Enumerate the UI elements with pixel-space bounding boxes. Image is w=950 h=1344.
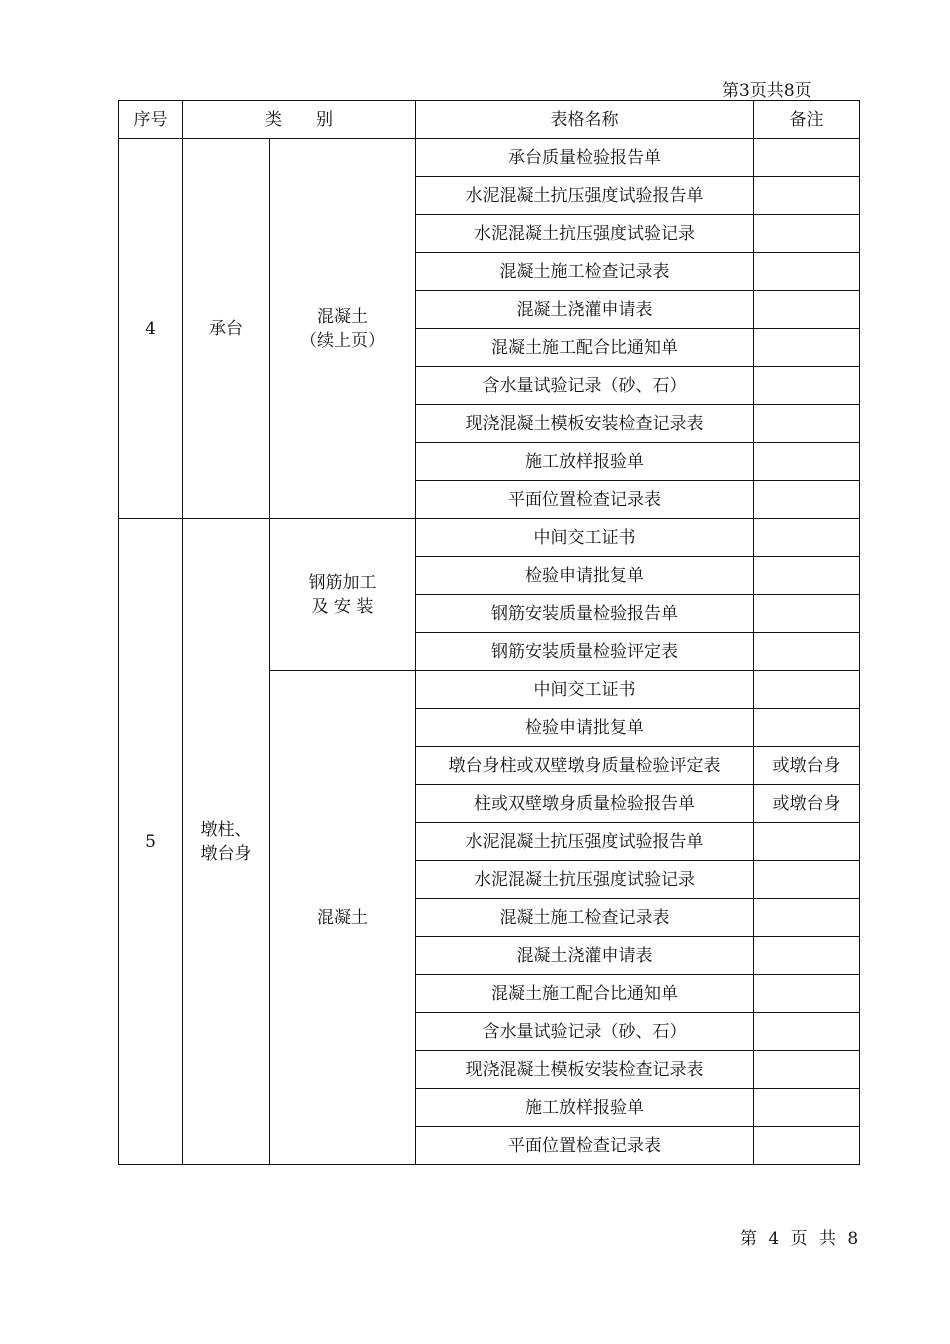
remarks-cell xyxy=(754,975,860,1013)
page-indicator-bottom: 第 4 页 共 8 xyxy=(740,1229,859,1249)
form-name-cell: 柱或双壁墩身质量检验报告单 xyxy=(416,785,754,823)
section-item xyxy=(183,519,270,1165)
section-item xyxy=(183,139,270,519)
header-remarks: 备注 xyxy=(754,101,860,139)
remarks-cell: 或墩台身 xyxy=(754,747,860,785)
form-name-cell: 混凝土施工检查记录表 xyxy=(416,899,754,937)
form-name-cell: 中间交工证书 xyxy=(416,671,754,709)
remarks-cell xyxy=(754,405,860,443)
remarks-cell xyxy=(754,709,860,747)
subcategory-line: 混凝土 xyxy=(317,306,368,327)
form-name-cell: 现浇混凝土模板安装检查记录表 xyxy=(416,1051,754,1089)
subcategory-line: 及 安 装 xyxy=(311,596,374,617)
remarks-cell xyxy=(754,177,860,215)
remarks-cell xyxy=(754,481,860,519)
remarks-cell xyxy=(754,519,860,557)
remarks-cell xyxy=(754,291,860,329)
form-name-cell: 混凝土浇灌申请表 xyxy=(416,937,754,975)
form-name-cell: 钢筋安装质量检验报告单 xyxy=(416,595,754,633)
form-name-cell: 施工放样报验单 xyxy=(416,443,754,481)
form-name-cell: 水泥混凝土抗压强度试验记录 xyxy=(416,215,754,253)
remarks-cell xyxy=(754,215,860,253)
remarks-cell xyxy=(754,1051,860,1089)
form-name-cell: 混凝土施工配合比通知单 xyxy=(416,329,754,367)
form-name-cell: 含水量试验记录（砂、石） xyxy=(416,1013,754,1051)
section-item-label: 承台 xyxy=(209,318,243,339)
remarks-cell xyxy=(754,1127,860,1165)
form-name-cell: 承台质量检验报告单 xyxy=(416,139,754,177)
header-category: 类 别 xyxy=(183,101,416,139)
remarks-cell xyxy=(754,329,860,367)
remarks-cell xyxy=(754,937,860,975)
form-name-cell: 中间交工证书 xyxy=(416,519,754,557)
page-indicator-top: 第3页共8页 xyxy=(722,81,812,101)
remarks-cell xyxy=(754,367,860,405)
remarks-cell: 或墩台身 xyxy=(754,785,860,823)
form-name-cell: 混凝土施工检查记录表 xyxy=(416,253,754,291)
section-item-line: 墩台身 xyxy=(200,843,252,864)
form-name-cell: 混凝土施工配合比通知单 xyxy=(416,975,754,1013)
section-seq: 4 xyxy=(119,139,183,519)
subcategory-line: （续上页） xyxy=(300,330,385,351)
remarks-cell xyxy=(754,671,860,709)
header-seq: 序号 xyxy=(119,101,183,139)
document-table xyxy=(118,100,860,1165)
table-row xyxy=(119,139,860,177)
form-name-cell: 含水量试验记录（砂、石） xyxy=(416,367,754,405)
form-name-cell: 平面位置检查记录表 xyxy=(416,1127,754,1165)
table-row xyxy=(119,519,860,557)
form-name-cell: 水泥混凝土抗压强度试验记录 xyxy=(416,861,754,899)
form-name-cell: 墩台身柱或双壁墩身质量检验评定表 xyxy=(416,747,754,785)
form-name-cell: 检验申请批复单 xyxy=(416,709,754,747)
form-name-cell: 水泥混凝土抗压强度试验报告单 xyxy=(416,823,754,861)
remarks-cell xyxy=(754,823,860,861)
remarks-cell xyxy=(754,443,860,481)
subcategory-cell xyxy=(270,519,416,671)
remarks-cell xyxy=(754,899,860,937)
section-item-line: 墩柱、 xyxy=(200,819,252,840)
remarks-cell xyxy=(754,1089,860,1127)
table-header-row xyxy=(119,101,860,139)
form-name-cell: 检验申请批复单 xyxy=(416,557,754,595)
subcategory-line: 钢筋加工 xyxy=(308,572,377,593)
remarks-cell xyxy=(754,139,860,177)
remarks-cell xyxy=(754,253,860,291)
subcategory-cell xyxy=(270,139,416,519)
section-seq: 5 xyxy=(119,519,183,1165)
header-form-name: 表格名称 xyxy=(416,101,754,139)
form-name-cell: 混凝土浇灌申请表 xyxy=(416,291,754,329)
form-name-cell: 施工放样报验单 xyxy=(416,1089,754,1127)
subcategory-line: 混凝土 xyxy=(317,907,368,928)
form-name-cell: 钢筋安装质量检验评定表 xyxy=(416,633,754,671)
form-name-cell: 水泥混凝土抗压强度试验报告单 xyxy=(416,177,754,215)
remarks-cell xyxy=(754,595,860,633)
remarks-cell xyxy=(754,1013,860,1051)
form-name-cell: 现浇混凝土模板安装检查记录表 xyxy=(416,405,754,443)
subcategory-cell xyxy=(270,671,416,1165)
remarks-cell xyxy=(754,633,860,671)
form-name-cell: 平面位置检查记录表 xyxy=(416,481,754,519)
remarks-cell xyxy=(754,861,860,899)
remarks-cell xyxy=(754,557,860,595)
